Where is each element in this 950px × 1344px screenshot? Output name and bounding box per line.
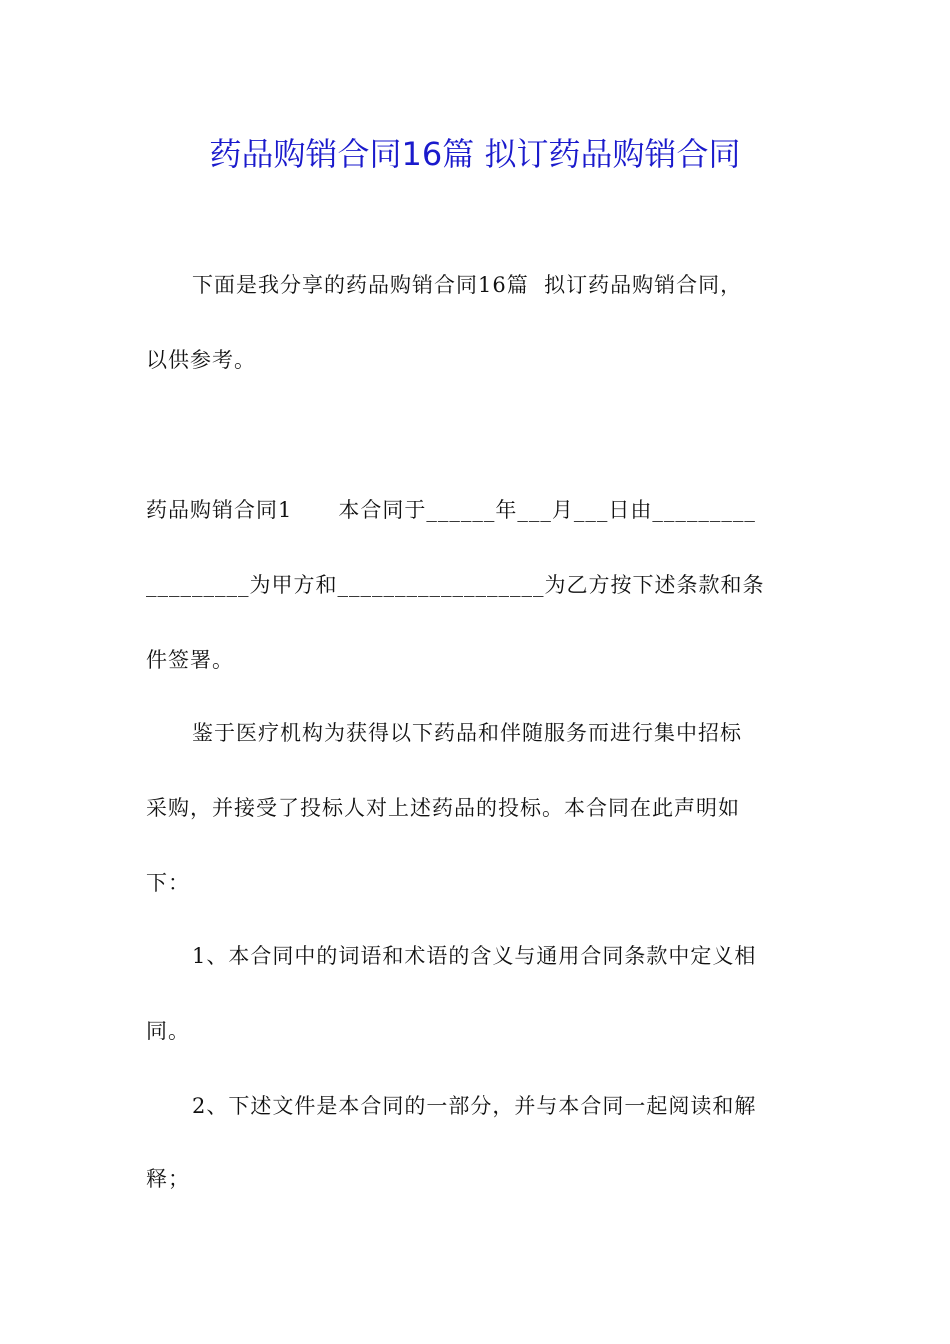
whereas-line-1: 鉴于医疗机构为获得以下药品和伴随服务而进行集中招标 [192,721,742,745]
whereas-line-3: 下： [146,871,190,895]
clause-1-line-1: 1、本合同中的词语和术语的含义与通用合同条款中定义相 [192,944,757,968]
clause-2-line-2: 释； [146,1167,190,1191]
clause-2-line-1: 2、下述文件是本合同的一部分，并与本合同一起阅读和解 [192,1094,757,1118]
contract-opening-line-3: 件签署。 [146,648,234,672]
whereas-line-2: 采购，并接受了投标人对上述药品的投标。本合同在此声明如 [146,796,740,820]
contract-opening-line-2: _________为甲方和__________________为乙方按下述条款和条 [146,573,765,597]
document-title: 药品购销合同16篇 拟订药品购销合同 [209,135,741,173]
clause-1-line-2: 同。 [146,1019,190,1043]
contract-opening-line-1: 药品购销合同1 本合同于______年___月___日由_________ [146,498,756,522]
intro-line-1: 下面是我分享的药品购销合同16篇 拟订药品购销合同， [192,273,743,297]
intro-line-2: 以供参考。 [146,348,256,372]
